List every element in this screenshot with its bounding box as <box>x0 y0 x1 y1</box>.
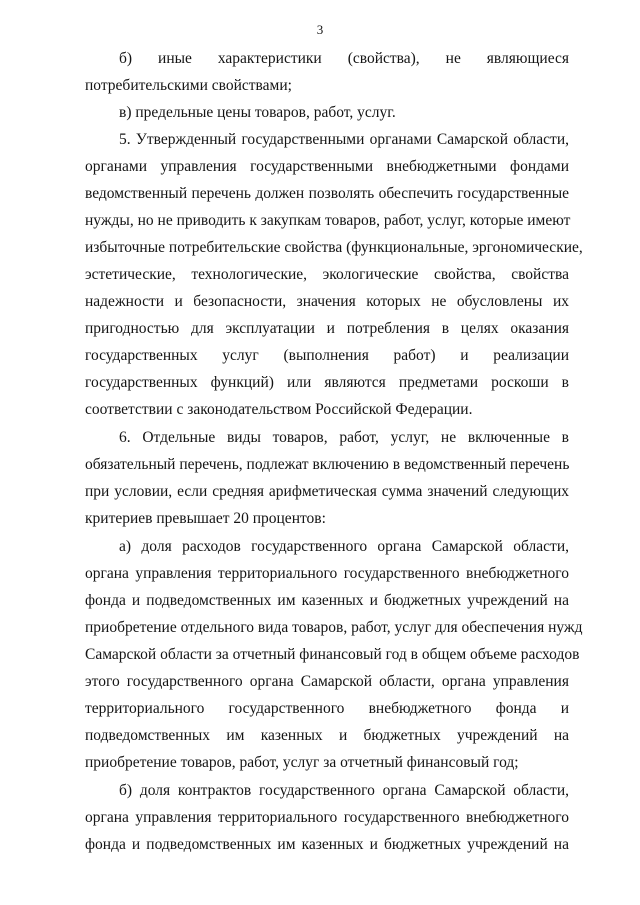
text-line: эстетические, технологические, экологические свойства, свойства <box>85 266 569 283</box>
text-line: этого государственного органа Самарской области, органа управления <box>85 673 569 690</box>
text-line: ведомственный перечень должен позволять обеспечить государственные <box>85 185 569 202</box>
text-line: потребительскими свойствами; <box>85 77 292 94</box>
text-line: б) доля контрактов государственного органа Самарской области, <box>119 782 569 799</box>
text-line: органа управления территориального государственного внебюджетного <box>85 565 569 582</box>
page-number: 3 <box>316 22 324 37</box>
text-line: Самарской области за отчетный финансовый год в общем объеме расходов <box>85 646 580 663</box>
text-line: при условии, если средняя арифметическая сумма значений следующих <box>85 483 569 500</box>
text-line: фонда и подведомственных им казенных и бюджетных учреждений на <box>85 836 569 853</box>
text-line: надежности и безопасности, значения которых не обусловлены их <box>85 293 569 310</box>
text-line: пригодностью для эксплуатации и потребления в целях оказания <box>85 320 569 337</box>
text-line: соответствии с законодательством Российской Федерации. <box>85 401 473 418</box>
text-line: государственных услуг (выполнения работ) и реализации <box>85 347 569 364</box>
text-line: 6. Отдельные виды товаров, работ, услуг, не включенные в <box>119 429 569 446</box>
text-line: б) иные характеристики (свойства), не являющиеся <box>119 50 569 67</box>
text-line: избыточные потребительские свойства (функциональные, эргономические, <box>85 239 583 256</box>
text-line: приобретение товаров, работ, услуг за отчетный финансовый год; <box>85 754 519 771</box>
text-line: критериев превышает 20 процентов: <box>85 510 326 527</box>
text-line: нужды, но не приводить к закупкам товаров, работ, услуг, которые имеют <box>85 212 571 229</box>
text-line: государственных функций) или являются предметами роскоши в <box>85 374 569 391</box>
text-line: в) предельные цены товаров, работ, услуг. <box>119 104 396 121</box>
text-line: территориального государственного внебюджетного фонда и <box>85 700 569 717</box>
text-line: 5. Утвержденный государственными органами Самарской области, <box>119 131 569 148</box>
text-line: обязательный перечень, подлежат включению в ведомственный перечень <box>85 456 570 473</box>
text-line: а) доля расходов государственного органа Самарской области, <box>119 538 569 555</box>
text-line: органа управления территориального государственного внебюджетного <box>85 809 569 826</box>
text-line: фонда и подведомственных им казенных и бюджетных учреждений на <box>85 592 569 609</box>
text-line: подведомственных им казенных и бюджетных учреждений на <box>85 727 569 744</box>
text-line: органами управления государственными внебюджетными фондами <box>85 158 569 175</box>
text-line: приобретение отдельного вида товаров, работ, услуг для обеспечения нужд <box>85 619 583 636</box>
